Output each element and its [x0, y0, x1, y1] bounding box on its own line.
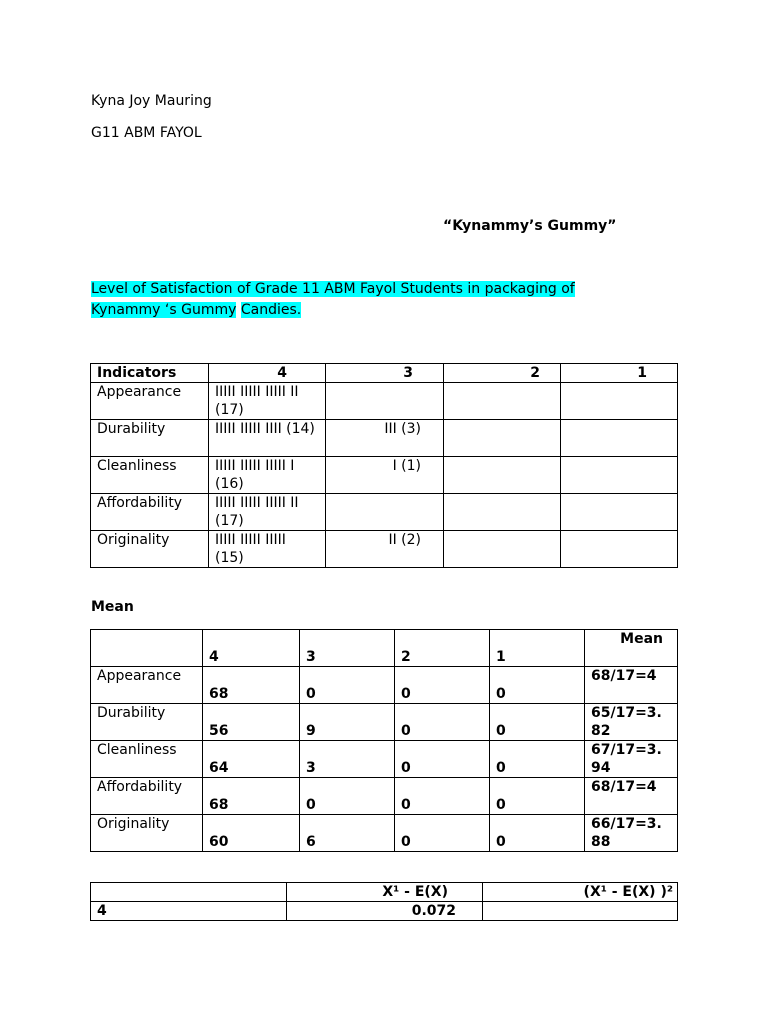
tally-cell: [561, 457, 678, 494]
tally-cell: IIIII IIIII IIIII II (17): [209, 494, 326, 531]
tally-cell: II (2): [326, 531, 444, 568]
tally-header-4: 4: [209, 364, 326, 383]
mean-header-2: 2: [395, 630, 490, 667]
intro-text-3: Candies.: [240, 302, 302, 318]
table-row: [91, 383, 678, 420]
indicator-label: Durability: [91, 704, 203, 741]
tally-cell: III (3): [326, 420, 444, 457]
indicator-label: Durability: [91, 420, 209, 457]
indicator-label: Cleanliness: [91, 741, 203, 778]
table-row: [91, 778, 678, 815]
table-row: [91, 815, 678, 852]
squared-deviation-cell: [483, 902, 678, 921]
tally-cell: IIIII IIIII IIIII (15): [209, 531, 326, 568]
tally-cell: [561, 383, 678, 420]
product-title: “Kynammy’s Gummy”: [443, 218, 617, 234]
tally-cell: [444, 457, 561, 494]
intro-text-1: Level of Satisfaction of Grade 11 ABM Fayol Students in packaging of: [91, 281, 575, 297]
intro-paragraph: [91, 279, 631, 321]
indicator-label: Cleanliness: [91, 457, 209, 494]
score-cell: 0: [490, 704, 585, 741]
mean-header-4: 4: [203, 630, 300, 667]
tally-cell: [444, 383, 561, 420]
class-section: G11 ABM FAYOL: [91, 125, 202, 141]
score-cell: 0: [300, 667, 395, 704]
table-row: [91, 704, 678, 741]
tally-header-2: 2: [444, 364, 561, 383]
indicator-label: Appearance: [91, 383, 209, 420]
tally-header-row: [91, 364, 678, 383]
mean-cell: 68/17=4: [585, 667, 678, 704]
tally-header-3: 3: [326, 364, 444, 383]
mean-header-mean: Mean: [585, 630, 678, 667]
tally-cell: I (1): [326, 457, 444, 494]
author-name: Kyna Joy Mauring: [91, 93, 212, 109]
score-cell: 0: [395, 815, 490, 852]
score-cell: 0: [300, 778, 395, 815]
score-cell: 68: [203, 667, 300, 704]
tally-header-1: 1: [561, 364, 678, 383]
table-row: [91, 902, 678, 921]
score-cell: 0: [490, 741, 585, 778]
score-cell: 64: [203, 741, 300, 778]
table-row: [91, 457, 678, 494]
indicator-label: Affordability: [91, 778, 203, 815]
indicator-label: Appearance: [91, 667, 203, 704]
score-cell: 0: [395, 741, 490, 778]
tally-cell: IIIII IIIII IIIII II (17): [209, 383, 326, 420]
mean-cell: 67/17=3.94: [585, 741, 678, 778]
mean-header-1: 1: [490, 630, 585, 667]
score-cell: 9: [300, 704, 395, 741]
table-row: [91, 420, 678, 457]
score-cell: 0: [395, 778, 490, 815]
tally-table: [90, 363, 678, 568]
indicator-label: Originality: [91, 531, 209, 568]
score-cell: 0: [395, 704, 490, 741]
mean-header-row: [91, 630, 678, 667]
score-cell: 60: [203, 815, 300, 852]
deviation-table: [90, 882, 678, 921]
indicator-label: Affordability: [91, 494, 209, 531]
tally-cell: [561, 494, 678, 531]
table-row: [91, 667, 678, 704]
score-cell: 0: [490, 778, 585, 815]
tally-cell: [444, 494, 561, 531]
mean-cell: 68/17=4: [585, 778, 678, 815]
tally-cell: [561, 531, 678, 568]
score-cell: 56: [203, 704, 300, 741]
mean-header-blank: [91, 630, 203, 667]
tally-cell: IIIII IIIII IIIII I (16): [209, 457, 326, 494]
tally-cell: [326, 494, 444, 531]
score-cell: 0: [490, 667, 585, 704]
deviation-header-sq: (X¹ - E(X) )²: [483, 883, 678, 902]
intro-text-2: Kynammy ‘s Gummy: [91, 302, 237, 318]
score-cell: 68: [203, 778, 300, 815]
tally-header-indicators: Indicators: [91, 364, 209, 383]
tally-cell: [444, 531, 561, 568]
score-cell: 0: [395, 667, 490, 704]
table-row: [91, 494, 678, 531]
tally-cell: [444, 420, 561, 457]
deviation-header-dev: X¹ - E(X): [287, 883, 483, 902]
mean-cell: 66/17=3.88: [585, 815, 678, 852]
mean-header-3: 3: [300, 630, 395, 667]
score-cell: 3: [300, 741, 395, 778]
mean-heading: Mean: [91, 599, 134, 615]
score-cell: 6: [300, 815, 395, 852]
indicator-label: Originality: [91, 815, 203, 852]
table-row: [91, 741, 678, 778]
tally-cell: [326, 383, 444, 420]
deviation-cell: 0.072: [287, 902, 483, 921]
deviation-header-blank: [91, 883, 287, 902]
score-cell: 0: [490, 815, 585, 852]
tally-cell: [561, 420, 678, 457]
deviation-header-row: [91, 883, 678, 902]
mean-table: [90, 629, 678, 852]
tally-cell: IIIII IIIII IIII (14): [209, 420, 326, 457]
table-row: [91, 531, 678, 568]
mean-cell: 65/17=3.82: [585, 704, 678, 741]
x-value-cell: 4: [91, 902, 287, 921]
